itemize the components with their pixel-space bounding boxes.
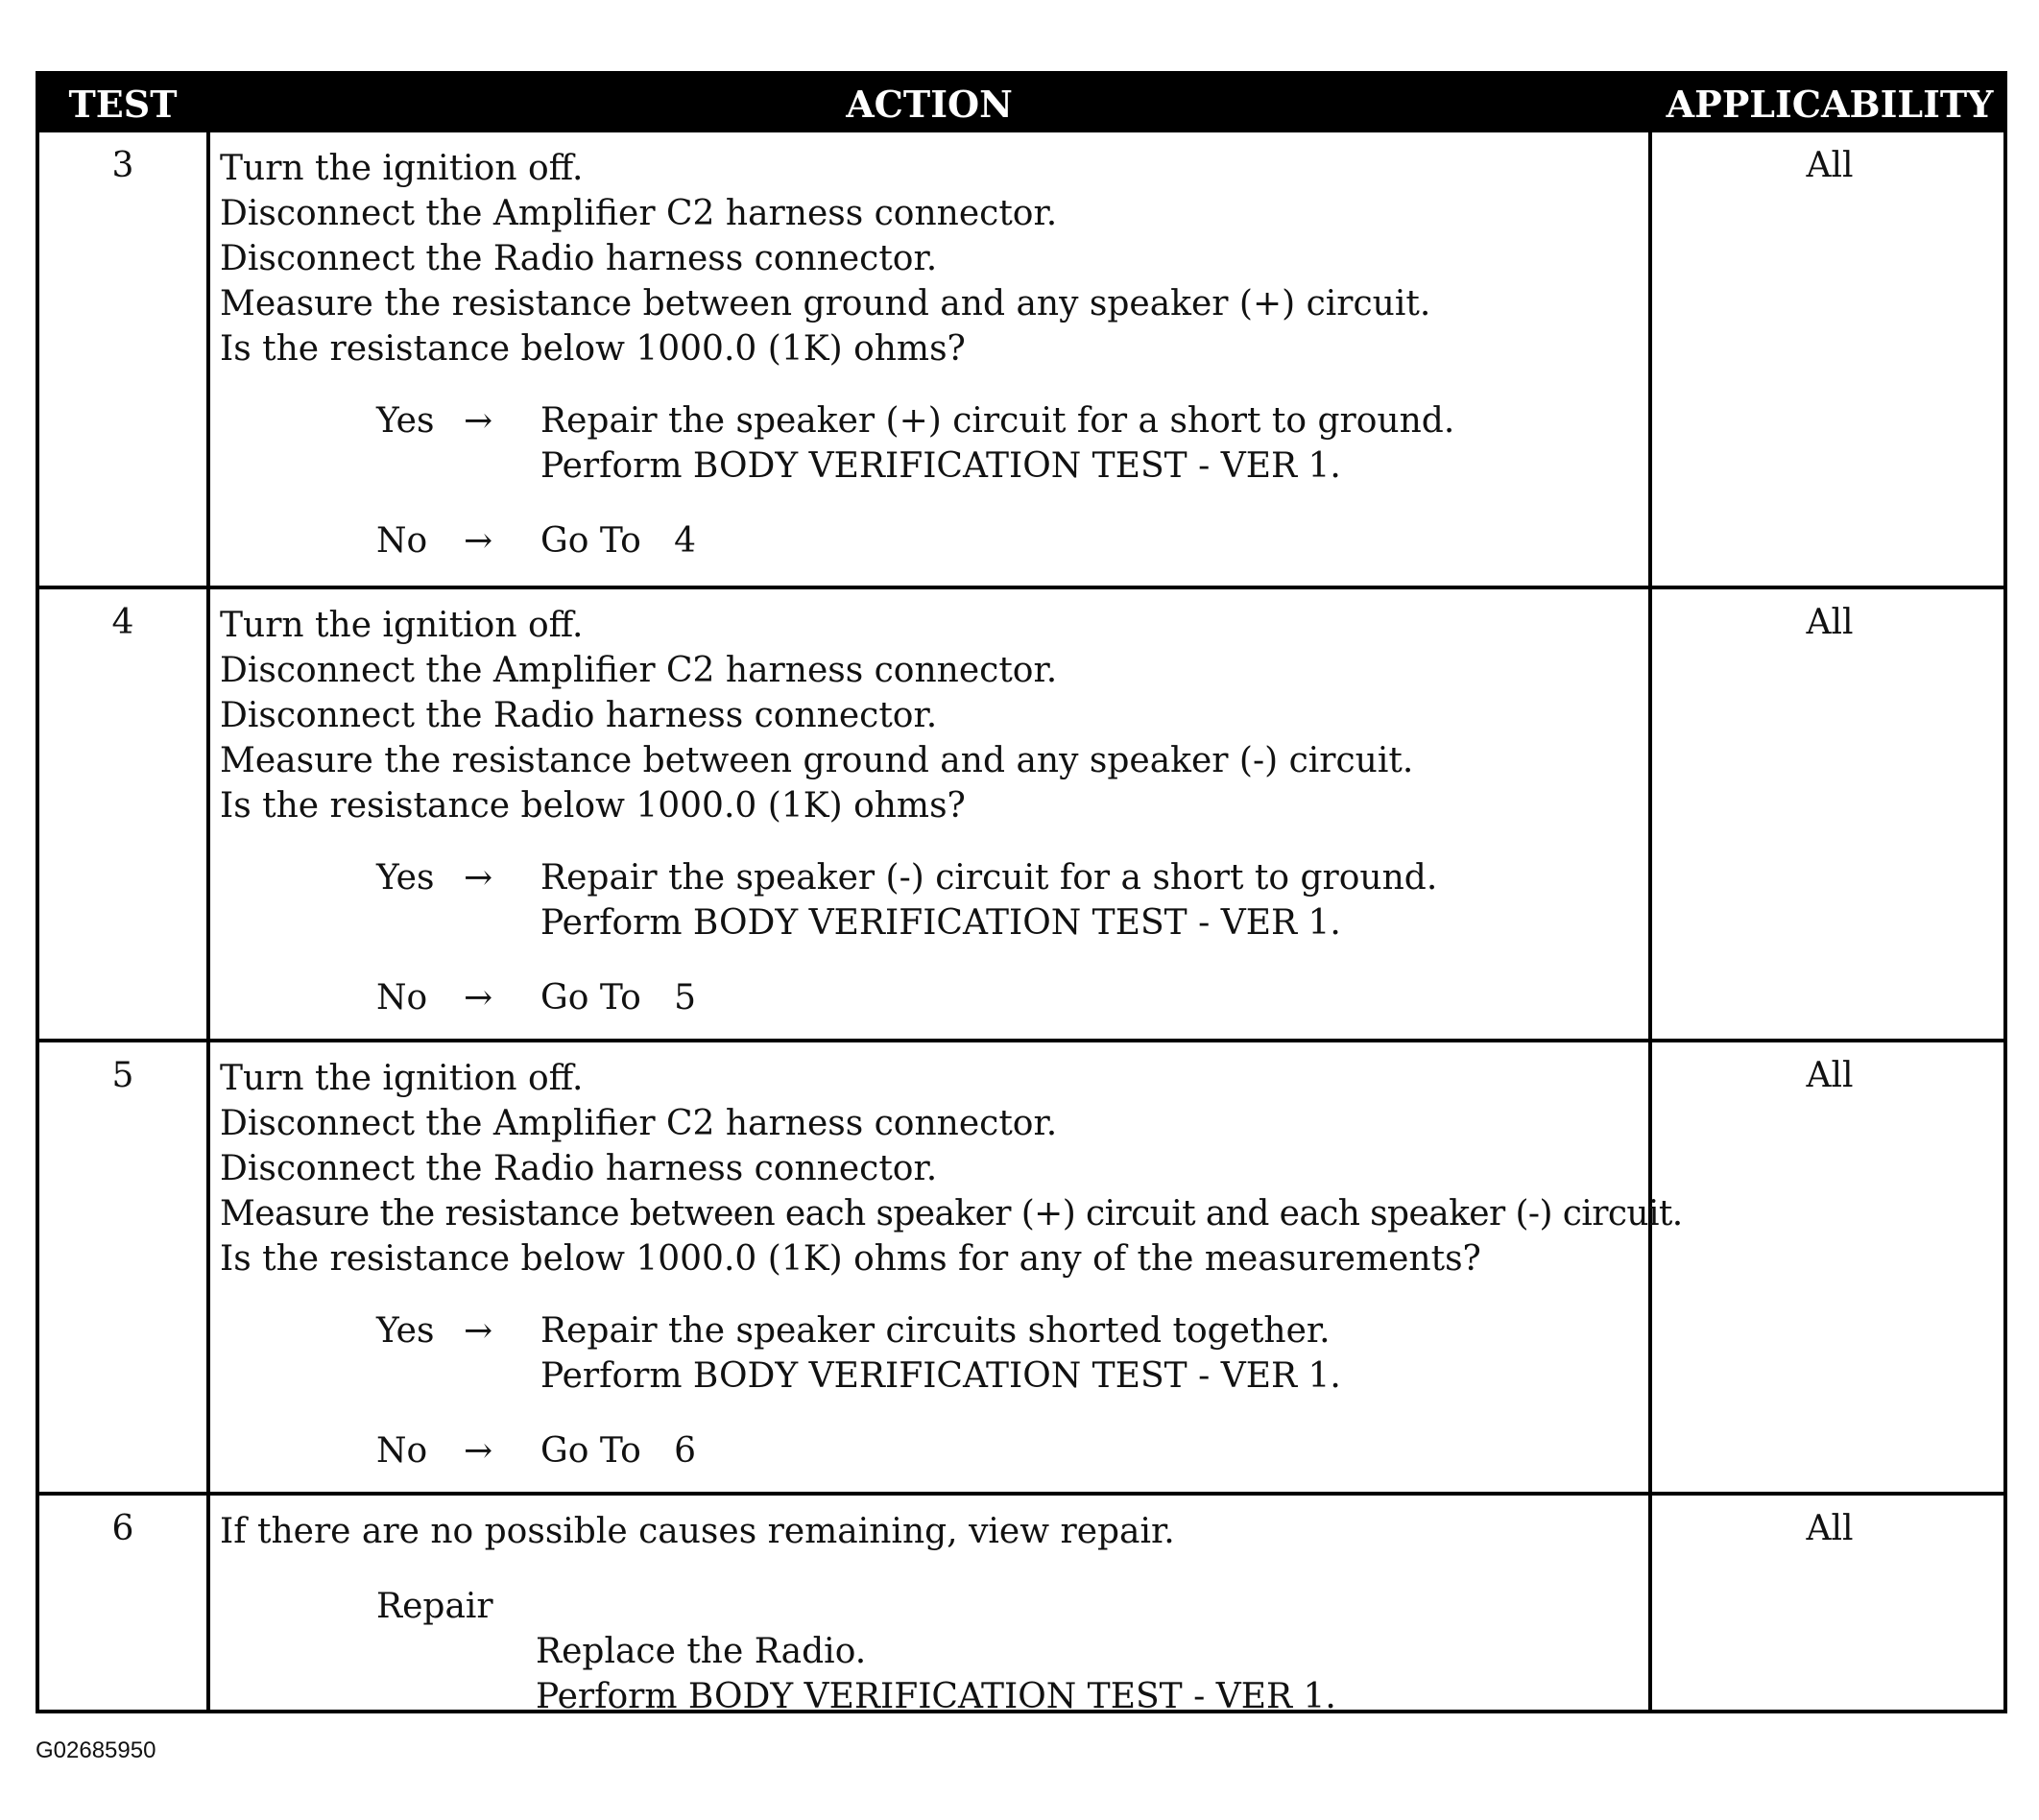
test-number: 5	[111, 1056, 134, 1095]
action-step: Turn the ignition off.	[220, 1059, 584, 1098]
yes-action: Perform BODY VERIFICATION TEST - VER 1.	[540, 903, 1341, 943]
test-number: 6	[111, 1509, 134, 1548]
action-step: If there are no possible causes remaining, view repair.	[220, 1512, 1175, 1551]
test-number: 3	[111, 146, 134, 185]
yes-outcome	[220, 1308, 1650, 1353]
go-to-link: Go To 5	[540, 978, 696, 1018]
applicability-value: All	[1806, 1509, 1854, 1548]
yes-action: Perform BODY VERIFICATION TEST - VER 1.	[540, 1356, 1341, 1396]
table-row	[39, 1492, 2003, 1716]
applicability-value: All	[1806, 603, 1854, 642]
yes-action: Perform BODY VERIFICATION TEST - VER 1.	[540, 446, 1341, 486]
action-step: Disconnect the Amplifier C2 harness connector.	[220, 194, 1058, 233]
yes-label: Yes	[376, 858, 435, 898]
applicability-value: All	[1806, 1056, 1854, 1095]
test-number: 4	[111, 603, 134, 642]
action-cell	[220, 146, 1650, 563]
action-step: Disconnect the Radio harness connector.	[220, 696, 938, 735]
no-outcome	[220, 1428, 1650, 1473]
action-step: Disconnect the Amplifier C2 harness connector.	[220, 1104, 1058, 1143]
yes-outcome	[220, 855, 1650, 900]
right-arrow-icon: →	[464, 401, 493, 441]
diagnostic-test-table	[36, 71, 2007, 1716]
yes-action: Repair the speaker (-) circuit for a short to ground.	[540, 858, 1438, 898]
yes-outcome-continued	[220, 900, 1650, 946]
no-label: No	[376, 978, 428, 1018]
go-to-link: Go To 6	[540, 1431, 696, 1471]
table-row	[39, 1039, 2003, 1492]
no-outcome	[220, 975, 1650, 1020]
no-label: No	[376, 521, 428, 561]
no-label: No	[376, 1431, 428, 1471]
action-step: Is the resistance below 1000.0 (1K) ohms?	[220, 329, 966, 369]
go-to-link: Go To 4	[540, 521, 696, 561]
yes-action: Repair the speaker (+) circuit for a short to ground.	[540, 401, 1455, 441]
header-action: ACTION	[846, 83, 1013, 126]
yes-outcome-continued	[220, 443, 1650, 489]
action-step: Disconnect the Amplifier C2 harness connector.	[220, 651, 1058, 690]
table-row	[39, 586, 2003, 1039]
header-applicability: APPLICABILITY	[1666, 83, 1994, 126]
action-step: Disconnect the Radio harness connector.	[220, 239, 938, 278]
repair-label: Repair	[376, 1587, 493, 1626]
yes-label: Yes	[376, 1311, 435, 1351]
action-step: Measure the resistance between ground and any speaker (+) circuit.	[220, 284, 1431, 323]
yes-outcome-continued	[220, 1353, 1650, 1399]
action-cell	[220, 603, 1650, 1020]
action-cell	[220, 1509, 1650, 1719]
action-step: Is the resistance below 1000.0 (1K) ohms for any of the measurements?	[220, 1239, 1481, 1279]
action-step: Is the resistance below 1000.0 (1K) ohms?	[220, 786, 966, 826]
right-arrow-icon: →	[464, 521, 493, 561]
action-step: Disconnect the Radio harness connector.	[220, 1149, 938, 1188]
repair-step: Perform BODY VERIFICATION TEST - VER 1.	[536, 1677, 1336, 1716]
right-arrow-icon: →	[464, 1431, 493, 1471]
right-arrow-icon: →	[464, 1311, 493, 1351]
action-step: Measure the resistance between each speaker (+) circuit and each speaker (-) circuit.	[220, 1194, 1683, 1233]
action-cell	[220, 1056, 1683, 1473]
action-step: Turn the ignition off.	[220, 606, 584, 645]
table-header	[39, 75, 2003, 132]
table-row	[39, 132, 2003, 586]
yes-outcome	[220, 398, 1650, 443]
yes-label: Yes	[376, 401, 435, 441]
right-arrow-icon: →	[464, 858, 493, 898]
action-step: Measure the resistance between ground and any speaker (-) circuit.	[220, 741, 1414, 780]
repair-step: Replace the Radio.	[536, 1632, 867, 1671]
figure-code: G02685950	[36, 1737, 156, 1763]
action-step: Turn the ignition off.	[220, 149, 584, 188]
applicability-value: All	[1806, 146, 1854, 185]
right-arrow-icon: →	[464, 978, 493, 1018]
no-outcome	[220, 518, 1650, 563]
yes-action: Repair the speaker circuits shorted together.	[540, 1311, 1331, 1351]
header-test: TEST	[68, 83, 178, 126]
